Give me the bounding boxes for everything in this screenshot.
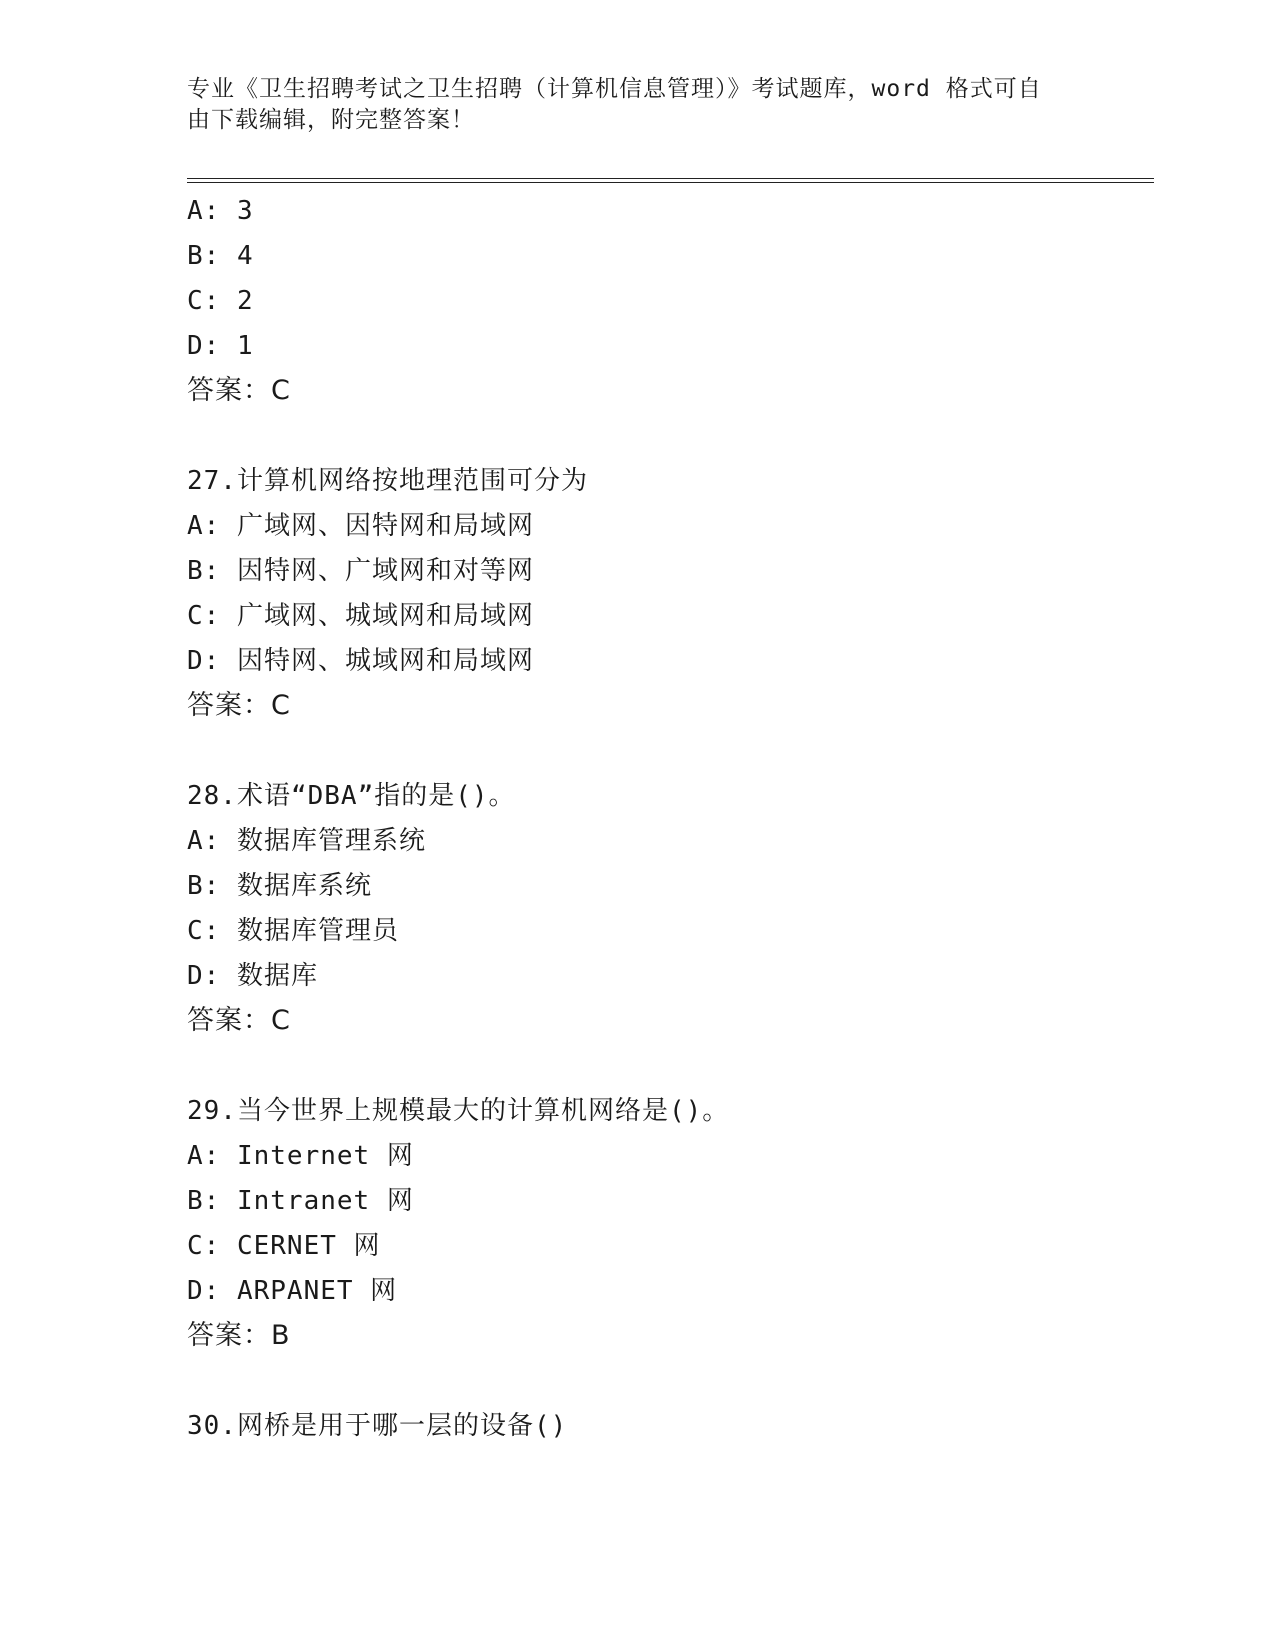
question-stem: 30.网桥是用于哪一层的设备() <box>187 1411 568 1441</box>
option-b: B: 数据库系统 <box>187 871 372 901</box>
document-header <box>187 74 1087 136</box>
option-c: C: CERNET 网 <box>187 1231 381 1261</box>
header-rule-top <box>187 178 1154 179</box>
option-a: A: 数据库管理系统 <box>187 826 426 856</box>
answer: 答案：C <box>187 690 291 721</box>
option-a: A: Internet 网 <box>187 1141 414 1171</box>
option-d: D: 1 <box>187 331 254 361</box>
option-d: D: 因特网、城域网和局域网 <box>187 646 534 676</box>
option-c: C: 2 <box>187 286 254 316</box>
question-stem: 29.当今世界上规模最大的计算机网络是()。 <box>187 1096 730 1126</box>
answer: 答案：C <box>187 1005 291 1036</box>
answer: 答案：B <box>187 1320 291 1351</box>
option-b: B: 4 <box>187 241 254 271</box>
option-a: A: 广域网、因特网和局域网 <box>187 511 534 541</box>
header-line-1: 专业《卫生招聘考试之卫生招聘（计算机信息管理）》考试题库，word 格式可自 <box>187 76 1042 102</box>
option-d: D: 数据库 <box>187 961 318 991</box>
answer: 答案：C <box>187 375 291 406</box>
option-c: C: 数据库管理员 <box>187 916 399 946</box>
question-stem: 27.计算机网络按地理范围可分为 <box>187 466 588 496</box>
option-b: B: 因特网、广域网和对等网 <box>187 556 534 586</box>
option-a: A: 3 <box>187 196 254 226</box>
header-line-2: 由下载编辑，附完整答案！ <box>187 107 475 133</box>
question-stem: 28.术语“DBA”指的是()。 <box>187 781 516 811</box>
option-d: D: ARPANET 网 <box>187 1276 398 1306</box>
header-rule-bottom <box>187 182 1154 183</box>
option-c: C: 广域网、城域网和局域网 <box>187 601 534 631</box>
option-b: B: Intranet 网 <box>187 1186 414 1216</box>
